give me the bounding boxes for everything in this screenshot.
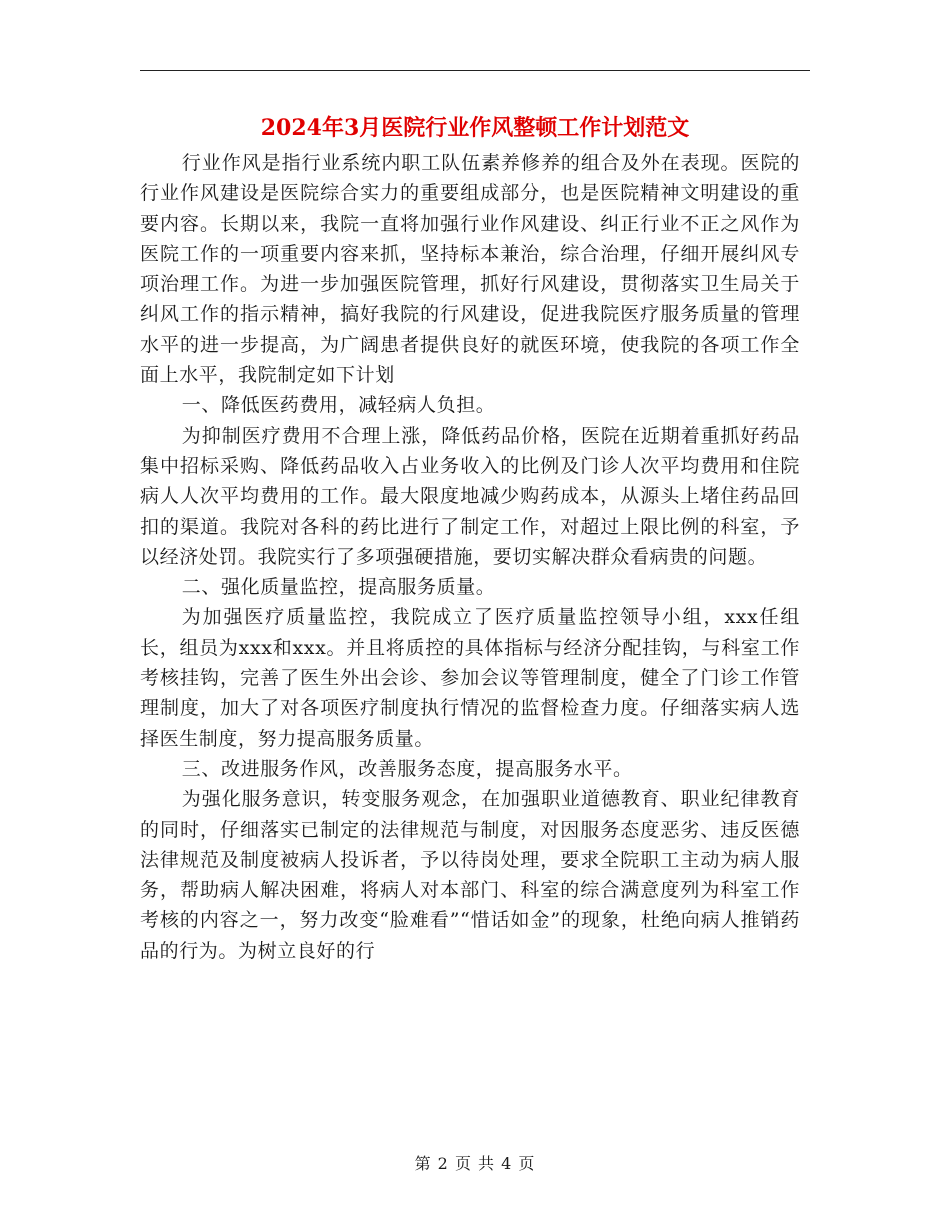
section-heading-3: 三、改进服务作风，改善服务态度，提高服务水平。 bbox=[181, 757, 633, 780]
paragraph-section-1: 为抑制医疗费用不合理上涨，降低药品价格，医院在近期着重抓好药品集中招标采购、降低药品收入占业务收入的比例及门诊人次平均费用和住院病人人次平均费用的工作。最大限度地减少购药成本，从源头上堵住药品回扣的渠道。我院对各科的药比进行了制定工作，对超过上限比例的科室，予以经济处罚。我院实行了多项强硬措施，要切实解决群众看病贵的问题。 bbox=[140, 424, 800, 568]
paragraph-intro: 行业作风是指行业系统内职工队伍素养修养的组合及外在表现。医院的行业作风建设是医院综合实力的重要组成部分，也是医院精神文明建设的重要内容。长期以来，我院一直将加强行业作风建设、纠正行业不正之风作为医院工作的一项重要内容来抓，坚持标本兼治，综合治理，仔细开展纠风专项治理工作。为进一步加强医院管理，抓好行风建设，贯彻落实卫生局关于纠风工作的指示精神，搞好我院的行风建设，促进我院医疗服务质量的管理水平的进一步提高，为广阔患者提供良好的就医环境，使我院的各项工作全面上水平，我院制定如下计划 bbox=[140, 152, 800, 387]
document-title: 2024年3月医院行业作风整顿工作计划范文 bbox=[260, 115, 690, 141]
page-number: 第 2 页 共 4 页 bbox=[414, 1154, 536, 1173]
section-heading-2: 二、强化质量监控，提高服务质量。 bbox=[181, 576, 496, 599]
header-rule bbox=[140, 70, 810, 71]
section-heading-1: 一、降低医药费用，减轻病人负担。 bbox=[181, 394, 496, 417]
page-footer bbox=[0, 1152, 950, 1176]
paragraph-section-2: 为加强医疗质量监控，我院成立了医疗质量监控领导小组，xxx任组长，组员为xxx和xxx。并且将质控的具体指标与经济分配挂钩，与科室工作考核挂钩，完善了医生外出会诊、参加会议等管理制度，健全了门诊工作管理制度，加大了对各项医疗制度执行情况的监督检查力度。仔细落实病人选择医生制度，努力提高服务质量。 bbox=[140, 606, 800, 750]
document-body bbox=[140, 148, 800, 966]
paragraph-section-3: 为强化服务意识，转变服务观念，在加强职业道德教育、职业纪律教育的同时，仔细落实已制定的法律规范与制度，对因服务态度恶劣、违反医德法律规范及制度被病人投诉者，予以待岗处理，要求全院职工主动为病人服务，帮助病人解决困难，将病人对本部门、科室的综合满意度列为科室工作考核的内容之一，努力改变“脸难看”“惜话如金”的现象，杜绝向病人推销药品的行为。为树立良好的行 bbox=[140, 788, 800, 962]
